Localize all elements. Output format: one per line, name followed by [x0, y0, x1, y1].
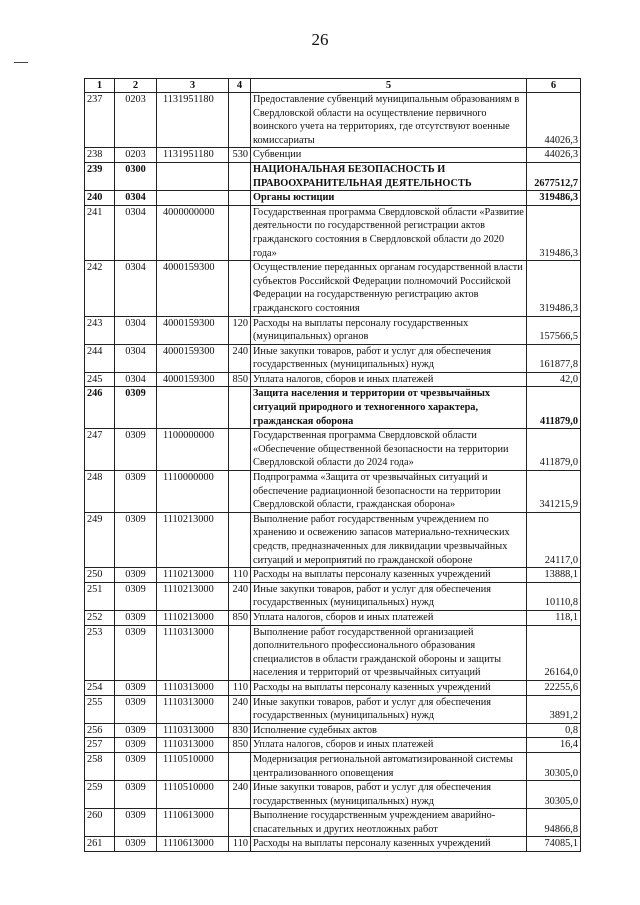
target-code-cell: 1110613000 [157, 809, 229, 837]
row-number-cell: 252 [85, 610, 115, 625]
section-code-cell: 0304 [115, 191, 157, 206]
expense-name-cell: Уплата налогов, сборов и иных платежей [251, 610, 527, 625]
row-number-cell: 245 [85, 372, 115, 387]
target-code-cell: 1110213000 [157, 568, 229, 583]
section-code-cell: 0309 [115, 625, 157, 680]
target-code-cell: 1110313000 [157, 680, 229, 695]
amount-cell: 44026,3 [527, 148, 581, 163]
amount-cell: 2677512,7 [527, 162, 581, 190]
expense-kind-cell [229, 752, 251, 780]
amount-cell: 30305,0 [527, 781, 581, 809]
row-number-cell: 259 [85, 781, 115, 809]
table-row [85, 316, 581, 344]
expense-kind-cell: 240 [229, 582, 251, 610]
expense-kind-cell: 110 [229, 837, 251, 852]
amount-cell: 411879,0 [527, 429, 581, 471]
expense-name-cell: Государственная программа Свердловской области «Развитие деятельности по государственной регистрации актов гражданского состояния в Свердловской области до 2020 года» [251, 205, 527, 260]
budget-table [84, 78, 581, 852]
target-code-cell: 1110313000 [157, 625, 229, 680]
amount-cell: 13888,1 [527, 568, 581, 583]
target-code-cell [157, 191, 229, 206]
amount-cell: 118,1 [527, 610, 581, 625]
amount-cell: 44026,3 [527, 93, 581, 148]
section-code-cell: 0309 [115, 752, 157, 780]
col-header-target-code: 3 [157, 79, 229, 93]
target-code-cell: 1100000000 [157, 429, 229, 471]
row-number-cell: 249 [85, 512, 115, 567]
table-row [85, 261, 581, 316]
row-number-cell: 237 [85, 93, 115, 148]
expense-kind-cell: 110 [229, 680, 251, 695]
expense-name-cell: Осуществление переданных органам государственной власти субъектов Российской Федерации полномочий Российской Федерации на государственную регистрацию актов гражданского состояния [251, 261, 527, 316]
expense-kind-cell: 850 [229, 372, 251, 387]
table-row [85, 837, 581, 852]
target-code-cell: 1131951180 [157, 93, 229, 148]
target-code-cell: 1110213000 [157, 512, 229, 567]
target-code-cell: 4000159300 [157, 261, 229, 316]
section-code-cell: 0304 [115, 372, 157, 387]
expense-kind-cell [229, 809, 251, 837]
expense-kind-cell [229, 512, 251, 567]
expense-name-cell: Органы юстиции [251, 191, 527, 206]
table-row [85, 93, 581, 148]
expense-name-cell: Защита населения и территории от чрезвычайных ситуаций природного и техногенного характера, гражданская оборона [251, 387, 527, 429]
expense-name-cell: Выполнение работ государственной организацией дополнительного профессионального образования специалистов в области гражданской обороны и защиты населения и территорий от чрезвычайных ситуаций [251, 625, 527, 680]
section-code-cell: 0304 [115, 344, 157, 372]
table-row [85, 372, 581, 387]
target-code-cell: 1110510000 [157, 752, 229, 780]
expense-name-cell: Расходы на выплаты персоналу казенных учреждений [251, 680, 527, 695]
col-header-number: 1 [85, 79, 115, 93]
table-row [85, 162, 581, 190]
expense-name-cell: Иные закупки товаров, работ и услуг для обеспечения государственных (муниципальных) нужд [251, 582, 527, 610]
section-code-cell: 0309 [115, 680, 157, 695]
row-number-cell: 241 [85, 205, 115, 260]
row-number-cell: 257 [85, 738, 115, 753]
target-code-cell: 1131951180 [157, 148, 229, 163]
expense-kind-cell [229, 191, 251, 206]
expense-kind-cell: 850 [229, 738, 251, 753]
table-row [85, 752, 581, 780]
table-row [85, 610, 581, 625]
table-row [85, 512, 581, 567]
expense-name-cell: Расходы на выплаты персоналу государственных (муниципальных) органов [251, 316, 527, 344]
section-code-cell: 0203 [115, 93, 157, 148]
row-number-cell: 243 [85, 316, 115, 344]
target-code-cell: 1110000000 [157, 471, 229, 513]
target-code-cell: 4000159300 [157, 316, 229, 344]
section-code-cell: 0309 [115, 582, 157, 610]
expense-name-cell: Выполнение государственным учреждением аварийно-спасательных и других неотложных работ [251, 809, 527, 837]
table-row [85, 781, 581, 809]
expense-name-cell: Модернизация региональной автоматизированной системы централизованного оповещения [251, 752, 527, 780]
expense-kind-cell [229, 429, 251, 471]
row-number-cell: 253 [85, 625, 115, 680]
target-code-cell: 1110613000 [157, 837, 229, 852]
col-header-expense-kind: 4 [229, 79, 251, 93]
section-code-cell: 0309 [115, 387, 157, 429]
amount-cell: 341215,9 [527, 471, 581, 513]
row-number-cell: 261 [85, 837, 115, 852]
table-row [85, 723, 581, 738]
amount-cell: 319486,3 [527, 205, 581, 260]
amount-cell: 10110,8 [527, 582, 581, 610]
amount-cell: 24117,0 [527, 512, 581, 567]
row-number-cell: 238 [85, 148, 115, 163]
section-code-cell: 0203 [115, 148, 157, 163]
table-row [85, 471, 581, 513]
table-row [85, 695, 581, 723]
table-row [85, 387, 581, 429]
section-code-cell: 0309 [115, 568, 157, 583]
row-number-cell: 240 [85, 191, 115, 206]
expense-name-cell: Расходы на выплаты персоналу казенных учреждений [251, 568, 527, 583]
amount-cell: 42,0 [527, 372, 581, 387]
expense-name-cell: Государственная программа Свердловской области «Обеспечение общественной безопасности на территории Свердловской области до 2024 года» [251, 429, 527, 471]
row-number-cell: 247 [85, 429, 115, 471]
target-code-cell: 1110213000 [157, 582, 229, 610]
section-code-cell: 0309 [115, 723, 157, 738]
amount-cell: 26164,0 [527, 625, 581, 680]
expense-name-cell: Иные закупки товаров, работ и услуг для обеспечения государственных (муниципальных) нужд [251, 781, 527, 809]
target-code-cell: 1110313000 [157, 695, 229, 723]
target-code-cell: 1110313000 [157, 723, 229, 738]
expense-kind-cell [229, 162, 251, 190]
row-number-cell: 251 [85, 582, 115, 610]
expense-name-cell: Исполнение судебных актов [251, 723, 527, 738]
row-number-cell: 260 [85, 809, 115, 837]
expense-kind-cell: 110 [229, 568, 251, 583]
scan-mark [14, 62, 28, 63]
section-code-cell: 0304 [115, 261, 157, 316]
col-header-section: 2 [115, 79, 157, 93]
section-code-cell: 0309 [115, 837, 157, 852]
expense-kind-cell: 120 [229, 316, 251, 344]
amount-cell: 3891,2 [527, 695, 581, 723]
target-code-cell: 1110313000 [157, 738, 229, 753]
expense-name-cell: Субвенции [251, 148, 527, 163]
expense-kind-cell: 850 [229, 610, 251, 625]
row-number-cell: 256 [85, 723, 115, 738]
row-number-cell: 258 [85, 752, 115, 780]
expense-name-cell: Иные закупки товаров, работ и услуг для обеспечения государственных (муниципальных) нужд [251, 344, 527, 372]
expense-name-cell: Уплата налогов, сборов и иных платежей [251, 738, 527, 753]
expense-name-cell: Иные закупки товаров, работ и услуг для обеспечения государственных (муниципальных) нужд [251, 695, 527, 723]
target-code-cell [157, 387, 229, 429]
amount-cell: 22255,6 [527, 680, 581, 695]
row-number-cell: 244 [85, 344, 115, 372]
target-code-cell: 4000000000 [157, 205, 229, 260]
section-code-cell: 0309 [115, 738, 157, 753]
amount-cell: 319486,3 [527, 191, 581, 206]
section-code-cell: 0309 [115, 610, 157, 625]
section-code-cell: 0309 [115, 809, 157, 837]
table-row [85, 809, 581, 837]
expense-kind-cell [229, 205, 251, 260]
amount-cell: 74085,1 [527, 837, 581, 852]
target-code-cell: 4000159300 [157, 372, 229, 387]
table-row [85, 680, 581, 695]
table-row [85, 429, 581, 471]
section-code-cell: 0309 [115, 695, 157, 723]
row-number-cell: 246 [85, 387, 115, 429]
expense-name-cell: НАЦИОНАЛЬНАЯ БЕЗОПАСНОСТЬ И ПРАВООХРАНИТЕЛЬНАЯ ДЕЯТЕЛЬНОСТЬ [251, 162, 527, 190]
section-code-cell: 0300 [115, 162, 157, 190]
expense-kind-cell [229, 387, 251, 429]
expense-kind-cell [229, 471, 251, 513]
expense-kind-cell: 240 [229, 781, 251, 809]
row-number-cell: 250 [85, 568, 115, 583]
expense-name-cell: Выполнение работ государственным учреждением по хранению и освежению запасов материально-технических средств, предназначенных для ликвидации чрезвычайных ситуаций и мероприятий по гражданской обороне [251, 512, 527, 567]
table-row [85, 625, 581, 680]
expense-name-cell: Подпрограмма «Защита от чрезвычайных ситуаций и обеспечение радиационной безопасности на территории Свердловской области, гражданская оборона» [251, 471, 527, 513]
table-row [85, 344, 581, 372]
col-header-name: 5 [251, 79, 527, 93]
section-code-cell: 0304 [115, 316, 157, 344]
page-number: 26 [311, 30, 329, 49]
table-row [85, 582, 581, 610]
expense-name-cell: Уплата налогов, сборов и иных платежей [251, 372, 527, 387]
amount-cell: 16,4 [527, 738, 581, 753]
amount-cell: 319486,3 [527, 261, 581, 316]
row-number-cell: 248 [85, 471, 115, 513]
table-row [85, 205, 581, 260]
row-number-cell: 255 [85, 695, 115, 723]
row-number-cell: 239 [85, 162, 115, 190]
section-code-cell: 0309 [115, 471, 157, 513]
expense-kind-cell: 240 [229, 344, 251, 372]
amount-cell: 30305,0 [527, 752, 581, 780]
row-number-cell: 242 [85, 261, 115, 316]
expense-kind-cell [229, 261, 251, 316]
target-code-cell: 4000159300 [157, 344, 229, 372]
table-body [85, 93, 581, 852]
expense-kind-cell: 830 [229, 723, 251, 738]
expense-name-cell: Предоставление субвенций муниципальным образованиям в Свердловской области на осуществление первичного воинского учета на территориях, где отсутствуют военные комиссариаты [251, 93, 527, 148]
row-number-cell: 254 [85, 680, 115, 695]
section-code-cell: 0304 [115, 205, 157, 260]
amount-cell: 411879,0 [527, 387, 581, 429]
table-header-row [85, 79, 581, 93]
section-code-cell: 0309 [115, 781, 157, 809]
col-header-amount: 6 [527, 79, 581, 93]
section-code-cell: 0309 [115, 429, 157, 471]
amount-cell: 161877,8 [527, 344, 581, 372]
target-code-cell: 1110213000 [157, 610, 229, 625]
expense-kind-cell [229, 625, 251, 680]
target-code-cell: 1110510000 [157, 781, 229, 809]
amount-cell: 0,8 [527, 723, 581, 738]
table-row [85, 191, 581, 206]
table-row [85, 148, 581, 163]
expense-kind-cell: 530 [229, 148, 251, 163]
section-code-cell: 0309 [115, 512, 157, 567]
budget-table-container [84, 78, 580, 852]
amount-cell: 157566,5 [527, 316, 581, 344]
expense-kind-cell [229, 93, 251, 148]
target-code-cell [157, 162, 229, 190]
expense-name-cell: Расходы на выплаты персоналу казенных учреждений [251, 837, 527, 852]
expense-kind-cell: 240 [229, 695, 251, 723]
table-row [85, 568, 581, 583]
amount-cell: 94866,8 [527, 809, 581, 837]
table-row [85, 738, 581, 753]
